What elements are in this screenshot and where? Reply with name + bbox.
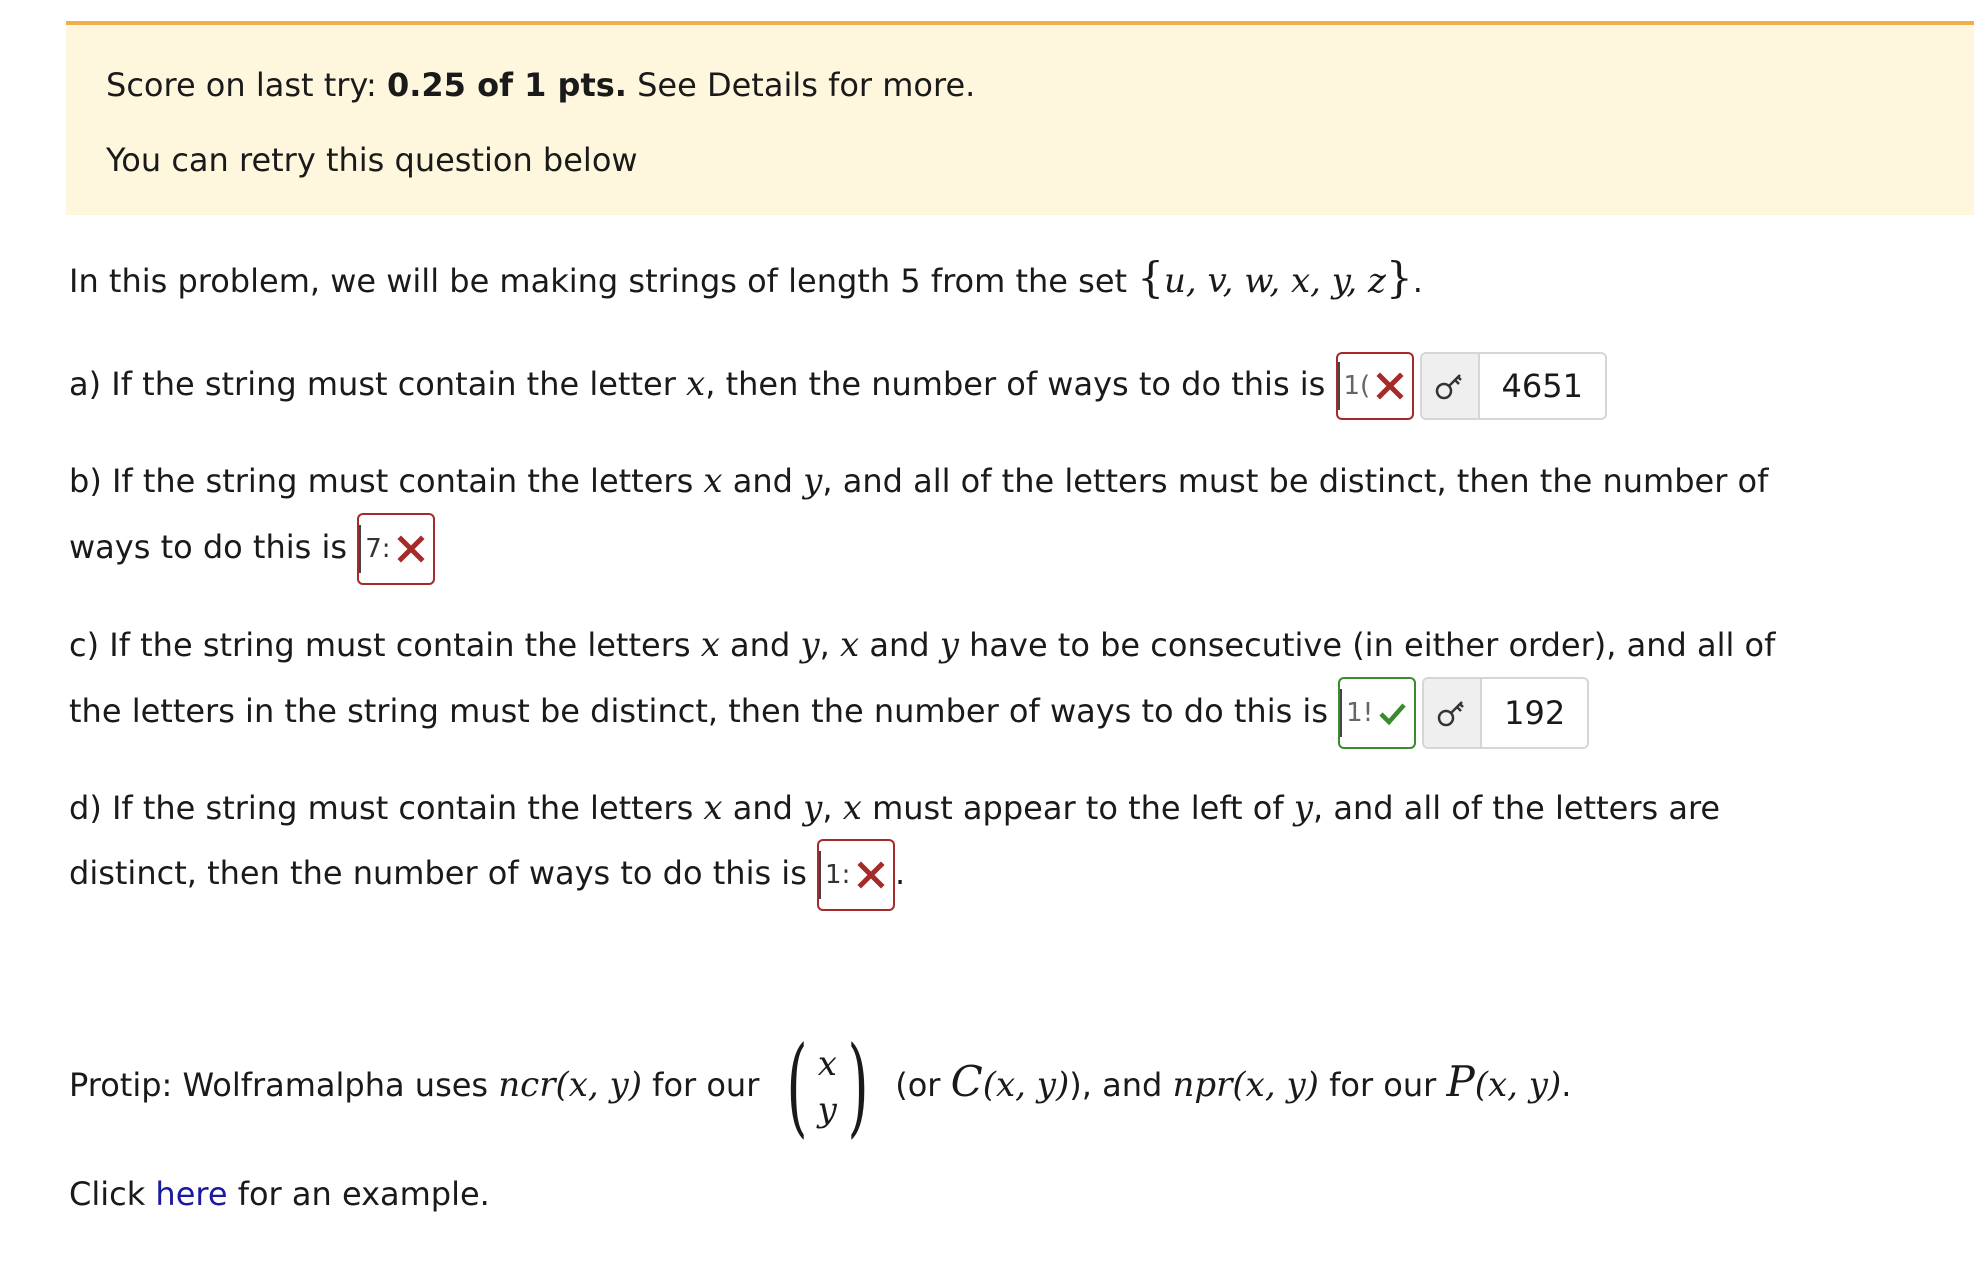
key-answer-a: 4651 (1501, 367, 1583, 405)
npr-function: npr (1172, 1065, 1233, 1105)
key-button[interactable] (1424, 679, 1482, 747)
part-b-line-1 (69, 461, 1768, 501)
intro-text (69, 253, 1423, 302)
var-y: y (1293, 788, 1313, 828)
c-function: C (950, 1057, 983, 1106)
var-y: y (803, 461, 823, 501)
example-line (69, 1174, 490, 1214)
answer-b-input[interactable] (357, 513, 435, 585)
protip (69, 1022, 1572, 1149)
protip-text-4: ), and (1069, 1066, 1173, 1104)
input-edge (359, 525, 361, 573)
answer-d-value: 1: (825, 860, 851, 890)
var-y: y (803, 788, 823, 828)
incorrect-x-icon (855, 859, 887, 891)
part-b-text-3: ways to do this is (69, 528, 358, 566)
c-args: (x, y) (982, 1065, 1070, 1105)
key-answer-c: 192 (1504, 694, 1566, 732)
var-y: y (939, 625, 959, 665)
part-d-line-2 (69, 837, 905, 911)
part-a (69, 350, 1607, 420)
example-link[interactable]: here (155, 1175, 228, 1213)
part-c-text-3: the letters in the string must be distinct, then the number of ways to do this is (69, 692, 1339, 730)
score-line (106, 65, 1974, 105)
ncr-args: (x, y) (555, 1065, 642, 1105)
binomial-bottom: y (817, 1090, 837, 1130)
answer-a-input[interactable] (1336, 352, 1414, 420)
part-d-text-2: must appear to the left of (861, 789, 1294, 827)
answer-d-input[interactable] (817, 839, 895, 911)
and-text: and (859, 626, 940, 664)
answer-c-key[interactable] (1422, 677, 1589, 749)
part-d-line-1 (69, 788, 1720, 828)
binomial-left-paren: ( (786, 1024, 808, 1149)
part-b-text-1: b) If the string must contain the letters (69, 462, 704, 500)
score-suffix: See Details for more. (626, 66, 976, 104)
key-button[interactable] (1422, 354, 1480, 418)
var-y: y (800, 625, 820, 665)
var-x: x (700, 625, 720, 665)
protip-text-2: for our (642, 1066, 770, 1104)
var-x: x (842, 788, 862, 828)
binomial-right-paren: ) (847, 1024, 869, 1149)
input-edge (819, 851, 821, 899)
answer-b-value: 7: (365, 534, 391, 564)
part-c-line-1 (69, 625, 1775, 665)
incorrect-x-icon (1374, 370, 1406, 402)
part-c-text-1: c) If the string must contain the letters (69, 626, 701, 664)
score-banner (66, 25, 1974, 215)
and-text: and (722, 462, 804, 500)
score-prefix: Score on last try: (106, 66, 387, 104)
part-a-text-1: a) If the string must contain the letter (69, 365, 687, 403)
set-elements: u, v, w, x, y, z (1163, 261, 1386, 301)
part-b-text-2: , and all of the letters must be distinct, then the number of (822, 462, 1769, 500)
input-edge (1340, 689, 1342, 737)
answer-a-key[interactable] (1420, 352, 1607, 420)
correct-check-icon (1376, 697, 1408, 729)
part-c-text-2: have to be consecutive (in either order), and all of (958, 626, 1776, 664)
protip-text-5: for our (1318, 1066, 1447, 1104)
protip-text-1: Protip: Wolframalpha uses (69, 1066, 499, 1104)
example-suffix: for an example. (227, 1175, 490, 1213)
set-open-brace: { (1137, 253, 1164, 302)
ncr-function: ncr (498, 1065, 556, 1105)
intro-end: . (1412, 262, 1423, 300)
binomial-coefficient (776, 1024, 880, 1149)
input-edge (1338, 362, 1340, 410)
var-x: x (686, 364, 706, 404)
part-d-text-4: distinct, then the number of ways to do this is (69, 854, 818, 892)
incorrect-x-icon (395, 533, 427, 565)
npr-args: (x, y) (1232, 1065, 1319, 1105)
intro-prefix: In this problem, we will be making strings of length 5 from the set (69, 262, 1138, 300)
protip-text-3: (or (885, 1066, 951, 1104)
p-args: (x, y) (1474, 1065, 1562, 1105)
binomial-stack (818, 1041, 837, 1133)
key-icon (1433, 369, 1467, 403)
part-b-line-2 (69, 511, 435, 585)
answer-a-value: 1( (1343, 371, 1371, 401)
example-prefix: Click (69, 1175, 156, 1213)
part-c-line-2 (69, 675, 1589, 749)
comma: , (819, 626, 840, 664)
score-value: 0.25 of 1 pts. (386, 66, 627, 104)
part-a-text-2: , then the number of ways to do this is (705, 365, 1336, 403)
comma: , (822, 789, 843, 827)
key-icon (1435, 696, 1469, 730)
var-x: x (703, 461, 723, 501)
var-x: x (839, 625, 860, 665)
set-close-brace: } (1385, 253, 1413, 302)
retry-text: You can retry this question below (106, 141, 638, 179)
part-d-text-1: d) If the string must contain the letters (69, 789, 704, 827)
answer-c-value: 1! (1346, 698, 1374, 728)
protip-end: . (1561, 1066, 1572, 1104)
answer-c-input[interactable] (1338, 677, 1416, 749)
binomial-top: x (817, 1044, 837, 1084)
and-text: and (722, 789, 804, 827)
period: . (895, 854, 906, 892)
part-d-text-3: , and all of the letters are (1312, 789, 1721, 827)
and-text: and (719, 626, 801, 664)
var-x: x (703, 788, 723, 828)
p-function: P (1446, 1057, 1475, 1106)
